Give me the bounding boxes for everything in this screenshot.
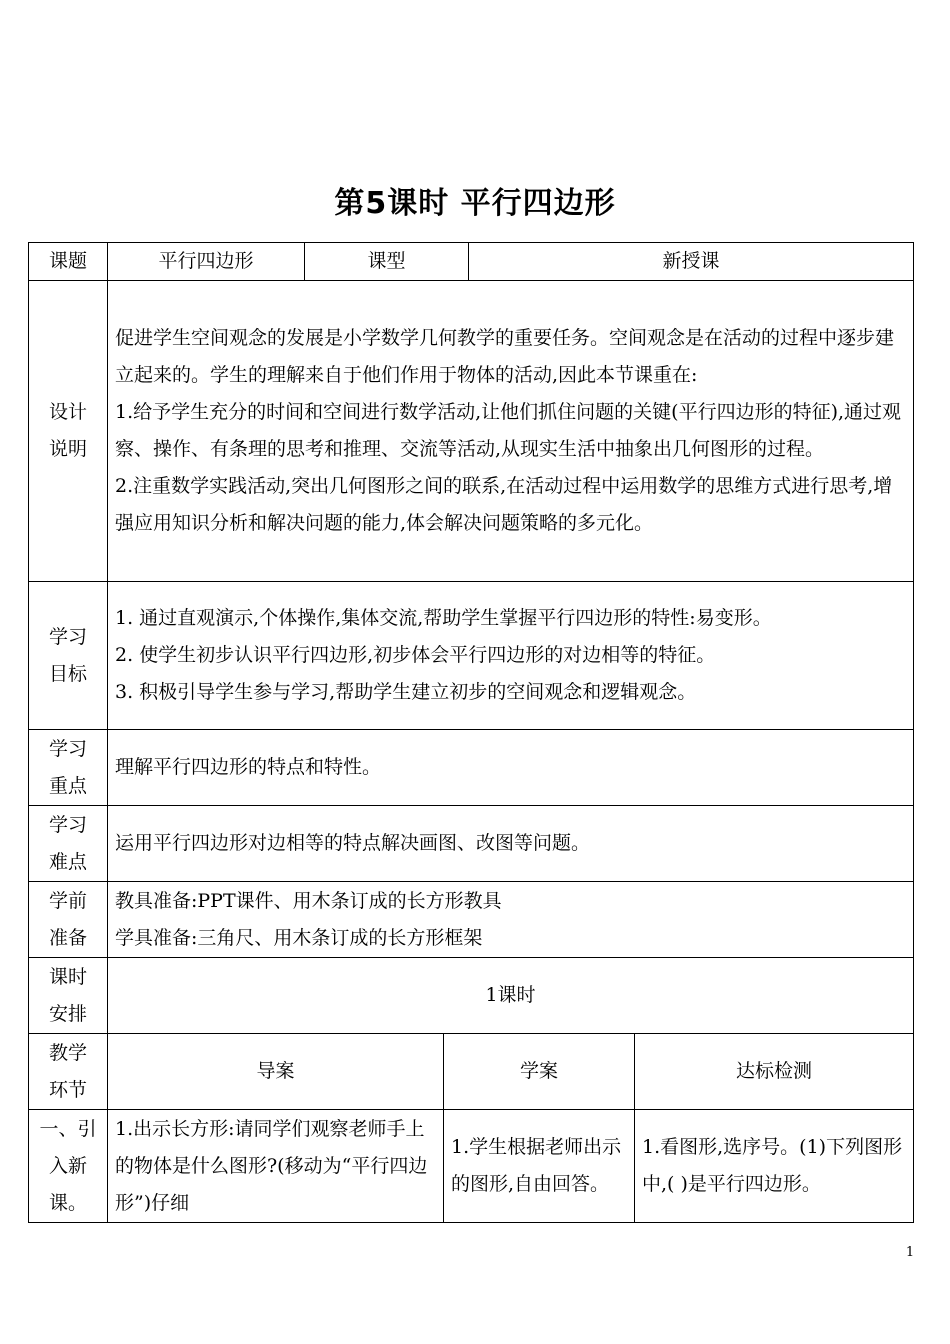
preparation-label-line1: 学前 bbox=[48, 889, 87, 912]
difficulties-row bbox=[29, 806, 914, 882]
key-points-label bbox=[29, 730, 108, 806]
key-points-label-line2: 重点 bbox=[48, 774, 87, 797]
study-column-header: 学案 bbox=[444, 1034, 635, 1110]
teaching-guide: 1.出示长方形:请同学们观察老师手上的物体是什么图形?(移动为“平行四边形”)仔细 bbox=[108, 1110, 444, 1223]
goal-item: 1. 通过直观演示,个体操作,集体交流,帮助学生掌握平行四边形的特性:易变形。 bbox=[115, 607, 772, 629]
goal-item: 3. 积极引导学生参与学习,帮助学生建立初步的空间观念和逻辑观念。 bbox=[115, 681, 697, 703]
preparation-label bbox=[29, 882, 108, 958]
type-value: 新授课 bbox=[469, 243, 914, 281]
difficulties-label-line2: 难点 bbox=[48, 850, 87, 873]
schedule-label-line1: 课时 bbox=[48, 965, 87, 988]
topic-value: 平行四边形 bbox=[108, 243, 305, 281]
check-column-header: 达标检测 bbox=[635, 1034, 914, 1110]
teaching-label-line2: 环节 bbox=[48, 1078, 87, 1101]
design-label bbox=[29, 281, 108, 582]
difficulties-text: 运用平行四边形对边相等的特点解决画图、改图等问题。 bbox=[108, 806, 914, 882]
type-label: 课型 bbox=[305, 243, 469, 281]
preparation-line: 学具准备:三角尺、用木条订成的长方形框架 bbox=[115, 926, 483, 949]
goals-label-line1: 学习 bbox=[48, 625, 87, 648]
teaching-study: 1.学生根据老师出示的图形,自由回答。 bbox=[444, 1110, 635, 1223]
topic-label: 课题 bbox=[29, 243, 108, 281]
teaching-stage: 一、引入新课。 bbox=[29, 1110, 108, 1223]
teaching-check: 1.看图形,选序号。(1)下列图形中,( )是平行四边形。 bbox=[635, 1110, 914, 1223]
teaching-header-row bbox=[29, 1034, 914, 1110]
key-points-row bbox=[29, 730, 914, 806]
teaching-stage-label bbox=[29, 1034, 108, 1110]
goals-label-line2: 目标 bbox=[48, 662, 87, 685]
goals-row bbox=[29, 582, 914, 730]
lesson-plan-table bbox=[28, 242, 914, 1223]
page-title: 第5课时 平行四边形 bbox=[334, 186, 616, 221]
teaching-label-line1: 教学 bbox=[48, 1041, 87, 1064]
design-content bbox=[108, 281, 914, 582]
goal-item: 2. 使学生初步认识平行四边形,初步体会平行四边形的对边相等的特征。 bbox=[115, 644, 716, 666]
design-paragraph: 促进学生空间观念的发展是小学数学几何教学的重要任务。空间观念是在活动的过程中逐步建立起来的。学生的理解来自于他们作用于物体的活动,因此本节课重在: bbox=[115, 327, 895, 386]
teaching-row bbox=[29, 1110, 914, 1223]
goals-content bbox=[108, 582, 914, 730]
schedule-label bbox=[29, 958, 108, 1034]
design-label-line1: 设计 bbox=[48, 401, 87, 423]
design-label-line2: 说明 bbox=[48, 438, 87, 460]
preparation-line: 教具准备:PPT课件、用木条订成的长方形教具 bbox=[115, 889, 502, 912]
guide-column-header: 导案 bbox=[108, 1034, 444, 1110]
preparation-label-line2: 准备 bbox=[48, 926, 87, 949]
preparation-row bbox=[29, 882, 914, 958]
design-paragraph: 1.给予学生充分的时间和空间进行数学活动,让他们抓住问题的关键(平行四边形的特征),通过观察、操作、有条理的思考和推理、交流等活动,从现实生活中抽象出几何图形的过程。 bbox=[115, 401, 902, 460]
page-number: 1 bbox=[905, 1245, 915, 1260]
design-row bbox=[29, 281, 914, 582]
schedule-row bbox=[29, 958, 914, 1034]
key-points-label-line1: 学习 bbox=[48, 737, 87, 760]
design-paragraph: 2.注重数学实践活动,突出几何图形之间的联系,在活动过程中运用数学的思维方式进行思考,增强应用知识分析和解决问题的能力,体会解决问题策略的多元化。 bbox=[115, 475, 893, 534]
topic-row bbox=[29, 243, 914, 281]
preparation-content bbox=[108, 882, 914, 958]
difficulties-label-line1: 学习 bbox=[48, 813, 87, 836]
difficulties-label bbox=[29, 806, 108, 882]
key-points-text: 理解平行四边形的特点和特性。 bbox=[108, 730, 914, 806]
schedule-text: 1课时 bbox=[108, 958, 914, 1034]
schedule-label-line2: 安排 bbox=[48, 1002, 87, 1025]
goals-label bbox=[29, 582, 108, 730]
